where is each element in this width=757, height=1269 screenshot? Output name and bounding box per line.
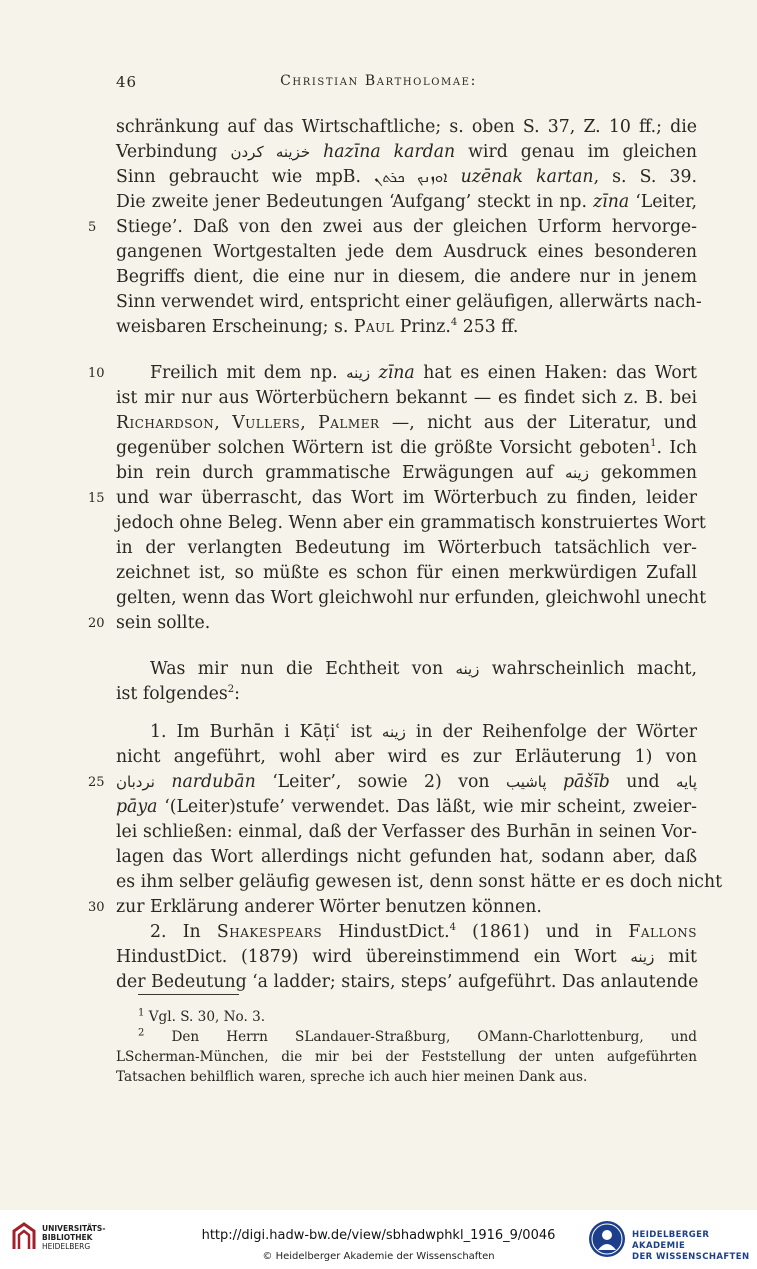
text-run: Was mir nun die Echtheit von (150, 659, 456, 679)
text-run: Stiege’. Daß von den zwei aus der gleichen Urform hervorge- (116, 217, 697, 237)
body-text (88, 115, 723, 995)
text-run: jedoch ohne Beleg. Wenn aber ein grammatisch konstruiertes Wort (116, 513, 706, 533)
text-run: mit (654, 947, 697, 967)
text-run: bin rein durch grammatische Erwägungen auf (116, 463, 565, 483)
non-latin-script: زينه (564, 464, 589, 482)
text-line (116, 411, 697, 436)
text-run (155, 772, 171, 792)
text-run: 1. Im Burhān i Kāṭiʿ ist (150, 722, 382, 742)
text-run: und war überrascht, das Wort im Wörterbuch zu finden, leider (116, 488, 697, 508)
text-line (116, 511, 706, 536)
text-run: HindustDict. (322, 922, 450, 942)
academy-name: HEIDELBERGER AKADEMIE DER WISSENSCHAFTEN (632, 1230, 750, 1262)
text-run: Prinz. (394, 317, 451, 337)
transliteration: hazīna kardan (323, 142, 456, 162)
text-run: es ihm selber geläufig gewesen ist, denn sonst hätte er es doch nicht (116, 872, 723, 892)
non-latin-script: نردبان (116, 773, 155, 791)
text-run: lei schließen: einmal, daß der Verfasser des Burhān in seinen Vor- (116, 822, 697, 842)
text-run: 2. In (150, 922, 217, 942)
text-run: Begriffs dient, die eine nur in diesem, die andere nur in jenem (116, 267, 697, 287)
line-number: 20 (88, 616, 105, 631)
text-run: . Ich (656, 438, 697, 458)
author-name: Paul (353, 317, 395, 337)
text-run: gekommen (588, 463, 697, 483)
text-run: ‘Leiter, (629, 192, 697, 212)
university-library-name: UNIVERSITÄTS- BIBLIOTHEK HEIDELBERG (42, 1224, 106, 1251)
transliteration: uzēnak kartan (460, 167, 594, 187)
text-line (116, 140, 697, 165)
text-line (116, 920, 697, 945)
text-run: ‘(Leiter)stufe’ verwendet. Das läßt, wie mir scheint, zweier- (157, 797, 697, 817)
text-line (116, 586, 707, 611)
transliteration: pāya (116, 797, 158, 817)
text-line (116, 845, 697, 870)
text-run: wird genau im gleichen (455, 142, 697, 162)
text-line (88, 611, 697, 636)
text-run: zeichnet ist, so müßte es schon für einen merkwürdigen Zufall (116, 563, 697, 583)
transliteration: nardubān (171, 772, 256, 792)
text-line (116, 720, 697, 745)
text-line (116, 115, 697, 140)
author-name: Richardson (116, 413, 215, 433)
text-line (116, 165, 697, 190)
line-number: 5 (88, 220, 97, 235)
text-run: sein sollte. (116, 613, 211, 633)
non-latin-script: زينه (455, 660, 480, 678)
footnote-marker: 4 (449, 922, 456, 934)
footnote-marker: 1 (650, 438, 657, 450)
viewer-footer (0, 1210, 757, 1269)
text-run: lagen das Wort allerdings nicht gefunden hat, sodann aber, daß (116, 847, 697, 867)
author-name: Fallons (628, 922, 697, 942)
non-latin-script: زينه (381, 723, 406, 741)
text-run: —, nicht aus der Literatur, und (379, 413, 697, 433)
line-number: 30 (88, 900, 105, 915)
text-run: , (214, 413, 233, 433)
text-run: gangenen Wortgestalten jede dem Ausdruck eines besonderen (116, 242, 697, 262)
text-line (116, 240, 697, 265)
permalink-url[interactable]: http://digi.hadw-bw.de/view/sbhadwphkl_1916_9/0046 (201, 1228, 556, 1243)
copyright-notice: © Heidelberger Akademie der Wissenschaften (262, 1251, 495, 1262)
text-run: zur Erklärung anderer Wörter benutzen können. (116, 897, 542, 917)
text-run (310, 142, 323, 162)
text-run: hat es einen Haken: das Wort (414, 363, 697, 383)
text-run: gelten, wenn das Wort gleichwohl nur erfunden, gleichwohl unecht (116, 588, 707, 608)
line-number: 15 (88, 491, 105, 506)
running-title: Christian Bartholomae: (280, 73, 477, 89)
text-line (116, 682, 697, 707)
footnotes (116, 1007, 697, 1087)
text-run: Freilich mit dem np. (150, 363, 347, 383)
footnote-line (116, 1067, 697, 1087)
text-run: Den Herrn SLandauer-Straßburg, OMann-Charlottenburg, und (144, 1029, 697, 1045)
author-name: Vullers (232, 413, 301, 433)
text-run: Tatsachen behilflich waren, spreche ich auch hier meinen Dank aus. (116, 1069, 588, 1085)
text-line (116, 315, 697, 340)
text-line (88, 361, 697, 386)
line-number: 25 (88, 775, 105, 790)
text-line (116, 265, 697, 290)
transliteration: pāšīb (563, 772, 610, 792)
text-run: ist mir nur aus Wörterbüchern bekannt — es findet sich z. B. bei (116, 388, 697, 408)
text-line (116, 386, 697, 411)
text-run: wahrscheinlich macht, (479, 659, 697, 679)
text-line (116, 945, 697, 970)
text-line (116, 820, 697, 845)
text-run: Vgl. S. 30, No. 3. (144, 1009, 266, 1025)
text-line (116, 795, 697, 820)
text-run: in der verlangten Bedeutung im Wörterbuch tatsächlich ver- (116, 538, 697, 558)
text-line (116, 870, 723, 895)
author-name: Shakespears (216, 922, 323, 942)
text-line (116, 536, 697, 561)
non-latin-script: پاشيب (505, 773, 547, 791)
text-run: : (234, 684, 240, 704)
footnote-line (116, 1047, 697, 1067)
non-latin-script: زينه (346, 364, 371, 382)
text-line (88, 215, 697, 240)
text-run: Verbindung (116, 142, 231, 162)
non-latin-script: خزينه كردن (230, 143, 311, 161)
text-run: 253 ff. (457, 317, 519, 337)
text-run: in der Reihenfolge der Wörter (405, 722, 697, 742)
academy-seal-icon (588, 1220, 626, 1258)
text-run: nicht angeführt, wohl aber wird es zur Erläuterung 1) von (116, 747, 697, 767)
text-line (88, 895, 697, 920)
text-line (116, 190, 697, 215)
text-line (88, 770, 698, 795)
text-run: HindustDict. (1879) wird übereinstimmend ein Wort (116, 947, 631, 967)
text-run: , (300, 413, 319, 433)
text-run: Sinn verwendet wird, entspricht einer geläufigen, allerwärts nach- (116, 292, 702, 312)
text-line (116, 657, 697, 682)
footnote-marker: 2 (227, 684, 235, 696)
text-run: weisbaren Erscheinung; s. (116, 317, 354, 337)
page-header (0, 73, 757, 97)
text-line (116, 290, 702, 315)
text-line (88, 486, 697, 511)
footnote-marker: 1 (138, 1007, 145, 1019)
text-run: und (609, 772, 677, 792)
non-latin-script: زينه (630, 948, 655, 966)
text-run: ‘Leiter’, sowie 2) von (255, 772, 506, 792)
footnote-marker: 2 (138, 1027, 145, 1039)
text-run: gegenüber solchen Wörtern ist die größte Vorsicht geboten (116, 438, 651, 458)
author-name: Palmer (318, 413, 380, 433)
transliteration: zīna (593, 192, 630, 212)
text-line (116, 745, 697, 770)
footnote-line (116, 1027, 697, 1047)
page-number: 46 (116, 73, 138, 91)
text-run: (1861) und in (455, 922, 629, 942)
footnote-line (116, 1007, 697, 1027)
footnote-divider (138, 994, 239, 995)
text-run: , s. S. 39. (593, 167, 697, 187)
text-line (116, 461, 697, 486)
text-run (547, 772, 563, 792)
line-number: 10 (88, 366, 105, 381)
non-latin-script: ܐܘܙܢܟ ܟܪܬܢ (374, 168, 448, 186)
text-line (116, 970, 697, 995)
text-run: ist folgendes (116, 684, 228, 704)
footnote-marker: 4 (450, 317, 458, 329)
text-run (448, 167, 461, 187)
non-latin-script: پايه (676, 773, 698, 791)
text-line (116, 561, 697, 586)
text-run: der Bedeutung ‘a ladder; stairs, steps’ aufgeführt. Das anlautende (116, 972, 699, 992)
text-run: LScherman-München, die mir bei der Feststellung der unten aufgeführten (116, 1049, 697, 1065)
transliteration: zīna (378, 363, 415, 383)
text-run: Die zweite jener Bedeutungen ‘Aufgang’ steckt in np. (116, 192, 594, 212)
text-run: Sinn gebraucht wie mpB. (116, 167, 375, 187)
text-run (370, 363, 379, 383)
text-run: schränkung auf das Wirtschaftliche; s. oben S. 37, Z. 10 ff.; die (116, 117, 697, 137)
text-line (116, 436, 697, 461)
